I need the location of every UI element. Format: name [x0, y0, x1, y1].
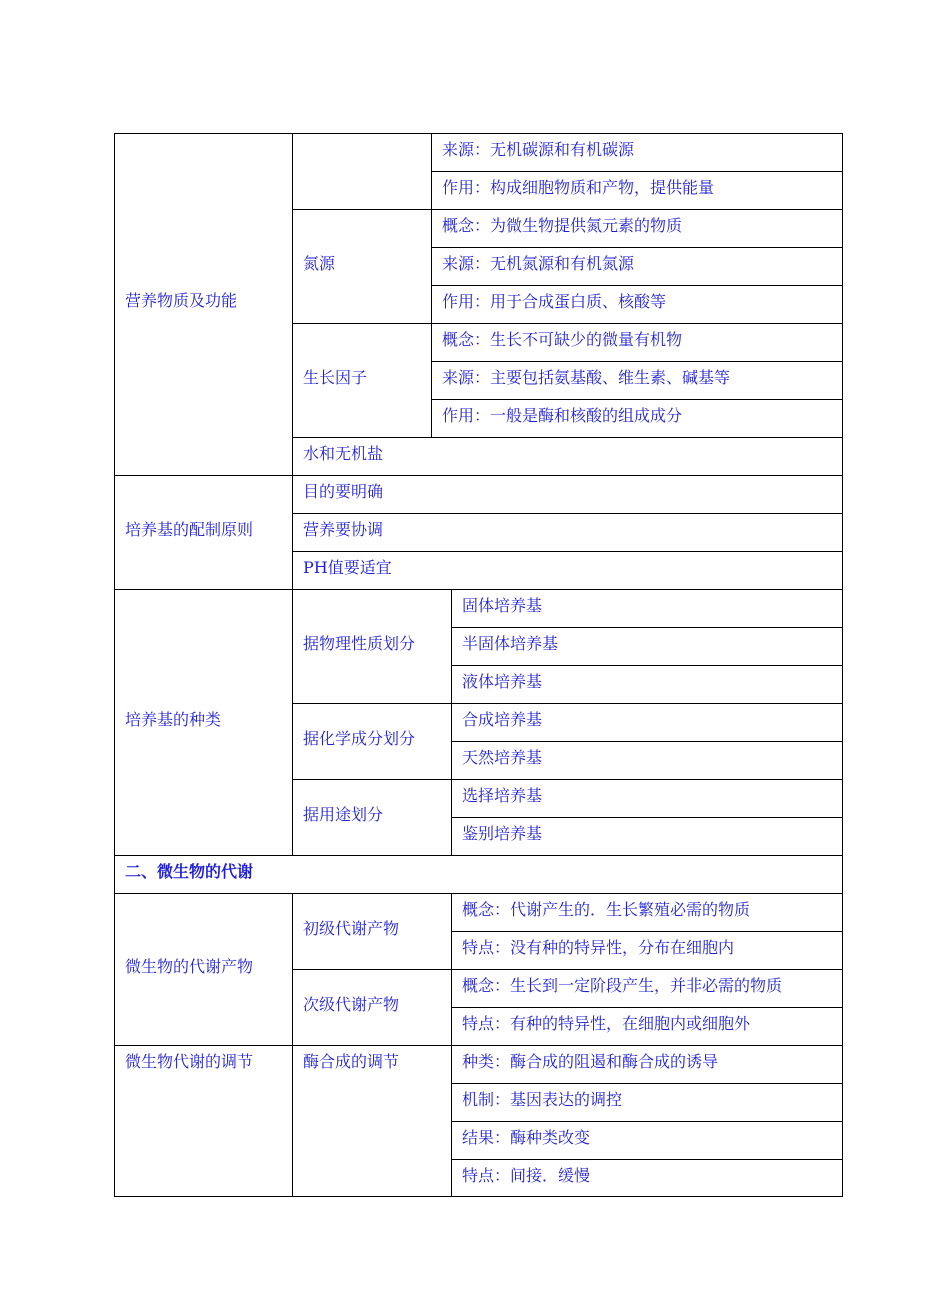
rule [114, 1196, 843, 1197]
section-heading: 二、微生物的代谢 [125, 862, 254, 881]
rule [451, 665, 843, 666]
metabolites-label: 微生物的代谢产物 [125, 957, 254, 976]
carbon-source: 来源：无机碳源和有机碳源 [442, 140, 635, 159]
nitrogen-label: 氮源 [303, 254, 336, 273]
rule [292, 513, 843, 514]
nitrogen-source: 来源：无机氮源和有机氮源 [442, 254, 635, 273]
rule [114, 475, 843, 476]
medium-types-label: 培养基的种类 [125, 710, 222, 729]
nutrients-label: 营养物质及功能 [125, 291, 238, 310]
rule [842, 133, 843, 1197]
rule [451, 893, 452, 1197]
primary-concept: 概念：代谢产生的．生长繁殖必需的物质 [462, 900, 751, 919]
rule [292, 323, 843, 324]
regulation-label: 微生物代谢的调节 [125, 1052, 254, 1071]
carbon-function: 作用：构成细胞物质和产物，提供能量 [442, 178, 715, 197]
rule [114, 1045, 843, 1046]
rule [431, 399, 843, 400]
principle-item: 营养要协调 [303, 520, 384, 539]
growth-factor-label: 生长因子 [303, 368, 368, 387]
physical-item: 液体培养基 [462, 672, 543, 691]
usage-item: 鉴别培养基 [462, 824, 543, 843]
rule [431, 285, 843, 286]
usage-item: 选择培养基 [462, 786, 543, 805]
rule [451, 589, 452, 855]
chemical-item: 天然培养基 [462, 748, 543, 767]
rule [451, 1083, 843, 1084]
rule [451, 1121, 843, 1122]
secondary-label: 次级代谢产物 [303, 995, 400, 1014]
rule [292, 779, 843, 780]
rule [451, 817, 843, 818]
rule [431, 171, 843, 172]
rule [292, 893, 293, 1197]
principle-item: PH值要适宜 [303, 558, 392, 577]
water-salt: 水和无机盐 [303, 444, 384, 463]
secondary-feature: 特点：有种的特异性，在细胞内或细胞外 [462, 1014, 751, 1033]
secondary-concept: 概念：生长到一定阶段产生，并非必需的物质 [462, 976, 783, 995]
primary-feature: 特点：没有种的特异性，分布在细胞内 [462, 938, 735, 957]
rule [451, 741, 843, 742]
nitrogen-function: 作用：用于合成蛋白质、核酸等 [442, 292, 667, 311]
growth-factor-function: 作用：一般是酶和核酸的组成成分 [442, 406, 683, 425]
chemical-item: 合成培养基 [462, 710, 543, 729]
rule [431, 247, 843, 248]
rule [292, 133, 293, 855]
rule [114, 133, 115, 1197]
chemical-label: 据化学成分划分 [303, 729, 416, 748]
principle-item: 目的要明确 [303, 482, 384, 501]
enzyme-synthesis-label: 酶合成的调节 [303, 1052, 400, 1071]
rule [292, 551, 843, 552]
rule [292, 969, 843, 970]
enzyme-result: 结果：酶种类改变 [462, 1128, 591, 1147]
notes-table [114, 133, 843, 1197]
rule [114, 589, 843, 590]
physical-item: 固体培养基 [462, 596, 543, 615]
rule [114, 133, 843, 134]
rule [451, 1159, 843, 1160]
rule [292, 209, 843, 210]
enzyme-mechanism: 机制：基因表达的调控 [462, 1090, 623, 1109]
rule [292, 703, 843, 704]
rule [292, 437, 843, 438]
principles-label: 培养基的配制原则 [125, 520, 254, 539]
enzyme-feature: 特点：间接．缓慢 [462, 1166, 591, 1185]
enzyme-type: 种类：酶合成的阻遏和酶合成的诱导 [462, 1052, 719, 1071]
rule [114, 893, 843, 894]
physical-label: 据物理性质划分 [303, 634, 416, 653]
rule [451, 627, 843, 628]
rule [114, 855, 843, 856]
usage-label: 据用途划分 [303, 805, 384, 824]
nitrogen-concept: 概念：为微生物提供氮元素的物质 [442, 216, 683, 235]
rule [431, 133, 432, 437]
primary-label: 初级代谢产物 [303, 919, 400, 938]
physical-item: 半固体培养基 [462, 634, 559, 653]
rule [451, 931, 843, 932]
rule [431, 361, 843, 362]
growth-factor-concept: 概念：生长不可缺少的微量有机物 [442, 330, 683, 349]
growth-factor-source: 来源：主要包括氨基酸、维生素、碱基等 [442, 368, 731, 387]
rule [451, 1007, 843, 1008]
